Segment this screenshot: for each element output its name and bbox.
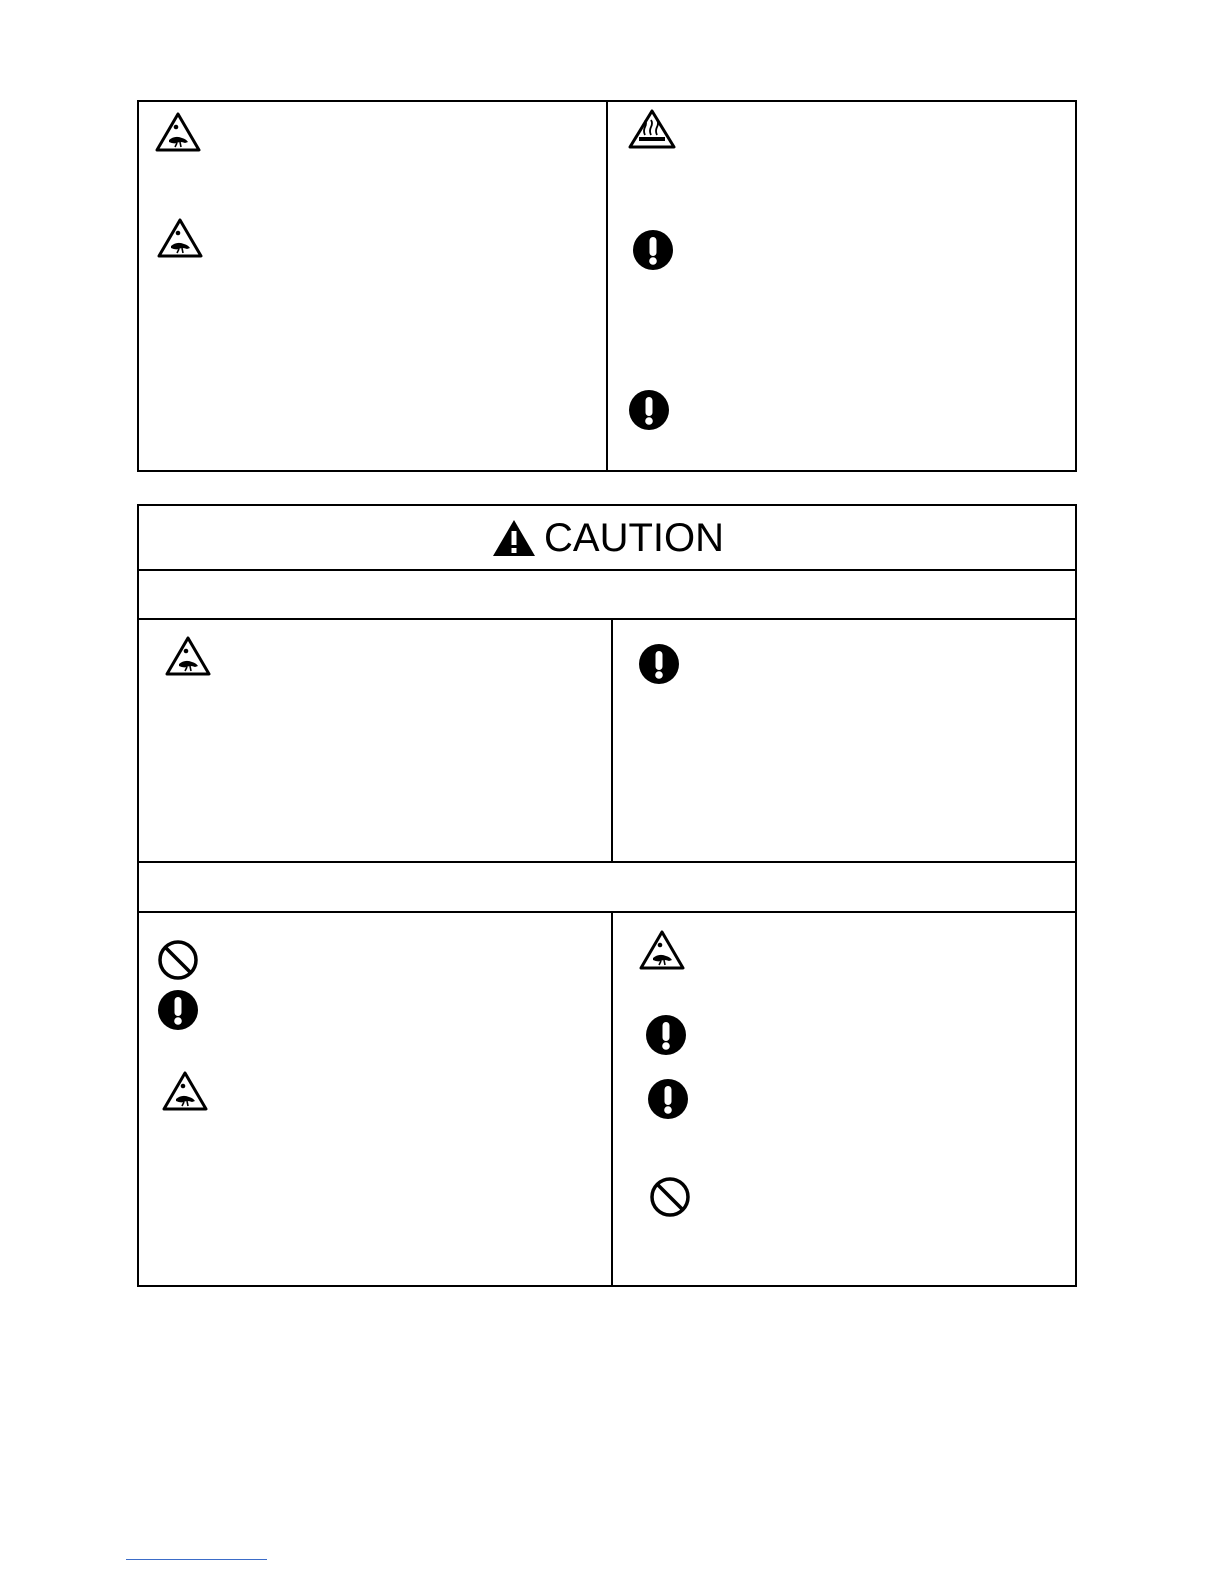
section-2-divider [611, 911, 613, 1287]
mandatory-action-icon [632, 229, 674, 271]
hand-injury-warning-icon [162, 1071, 208, 1111]
mandatory-action-icon [645, 1014, 687, 1056]
hand-injury-warning-icon [155, 112, 201, 152]
caution-heading [139, 506, 1077, 570]
footer-rule [126, 1559, 267, 1560]
mandatory-action-icon [647, 1078, 689, 1120]
caution-label: CAUTION [544, 516, 724, 560]
mandatory-action-icon [628, 389, 670, 431]
caution-table [137, 504, 1077, 1287]
hot-surface-warning-icon [627, 109, 677, 149]
top-table-divider [606, 100, 608, 472]
warning-triangle-icon [492, 519, 536, 557]
prohibition-icon [157, 939, 199, 981]
mandatory-action-icon [157, 989, 199, 1031]
section-1-divider [611, 618, 613, 862]
hand-injury-warning-icon [157, 218, 203, 258]
prohibition-icon [649, 1176, 691, 1218]
mandatory-action-icon [638, 643, 680, 685]
hand-injury-warning-icon [165, 636, 211, 676]
caution-header-rule [137, 569, 1077, 571]
section-1-heading-rule [137, 618, 1077, 620]
section-2-heading-rule [137, 911, 1077, 913]
section-2-top-rule [137, 861, 1077, 863]
hand-injury-warning-icon [639, 930, 685, 970]
